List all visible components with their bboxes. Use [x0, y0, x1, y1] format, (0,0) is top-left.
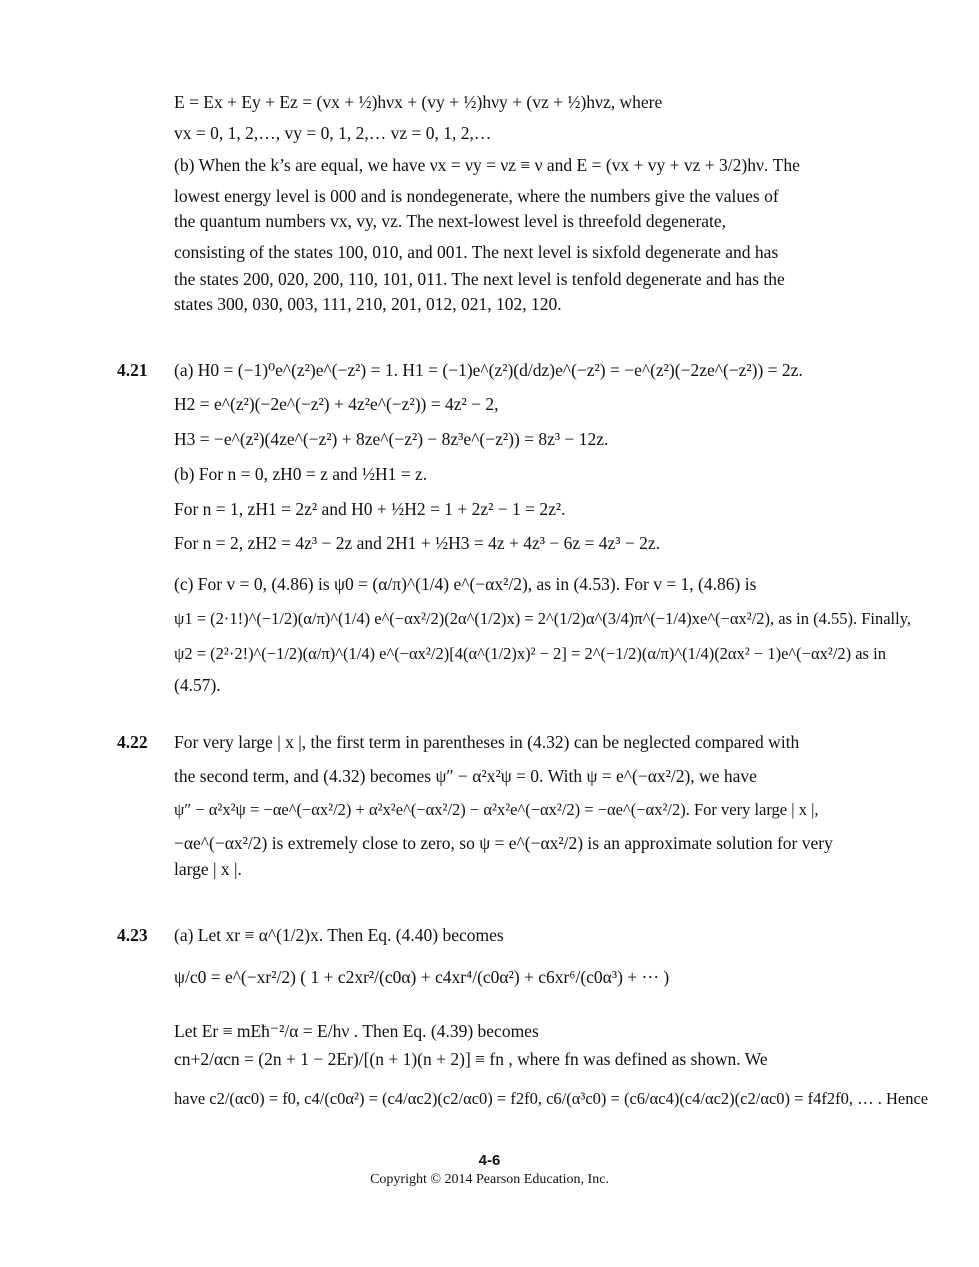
page-number: 4-6	[478, 1152, 501, 1169]
text-line: ψ1 = (2·1!)^(−1/2)(α/π)^(1/4) e^(−αx²/2)(2α^(1/2)x) = 2^(1/2)α^(3/4)π^(−1/4)xe^(−αx²/2), as in (4.55). Finally,	[174, 609, 912, 628]
text-line: (a) Let xr ≡ α^(1/2)x. Then Eq. (4.40) becomes	[174, 925, 504, 945]
text-line: have c2/(αc0) = f0, c4/(c0α²) = (c4/αc2)(c2/αc0) = f2f0, c6/(α³c0) = (c6/αc4)(c4/αc2)(c2/αc0) = f4f2f0, … . Hence	[174, 1089, 929, 1108]
text-line: E = Ex + Ey + Ez = (vx + ½)hνx + (vy + ½)hνy + (vz + ½)hνz, where	[174, 92, 663, 112]
text-line: (4.57).	[174, 675, 221, 695]
text-line: (c) For v = 0, (4.86) is ψ0 = (α/π)^(1/4) e^(−αx²/2), as in (4.53). For v = 1, (4.86) is	[174, 574, 757, 594]
text-line: H2 = e^(z²)(−2e^(−z²) + 4z²e^(−z²)) = 4z² − 2,	[174, 394, 499, 414]
text-line: cn+2/αcn = (2n + 1 − 2Er)/[(n + 1)(n + 2)] ≡ fn , where fn was defined as shown. We	[174, 1049, 768, 1069]
text-line: (b) When the k’s are equal, we have νx = νy = νz ≡ ν and E = (vx + vy + vz + 3/2)hν. The	[174, 155, 800, 175]
problem-number: 4.22	[117, 732, 148, 752]
text-line: Let Er ≡ mEħ⁻²/α = E/hν . Then Eq. (4.39) becomes	[174, 1021, 539, 1041]
text-line: ψ2 = (2²·2!)^(−1/2)(α/π)^(1/4) e^(−αx²/2)[4(α^(1/2)x)² − 2] = 2^(−1/2)(α/π)^(1/4)(2αx² − 1)e^(−αx²/2) as in	[174, 644, 886, 663]
text-line: the second term, and (4.32) becomes ψ″ − α²x²ψ = 0. With ψ = e^(−αx²/2), we have	[174, 766, 757, 786]
text-line: lowest energy level is 000 and is nondegenerate, where the numbers give the values of	[174, 186, 779, 206]
text-line: H3 = −e^(z²)(4ze^(−z²) + 8ze^(−z²) − 8z³e^(−z²)) = 8z³ − 12z.	[174, 429, 609, 449]
text-line: the states 200, 020, 200, 110, 101, 011. The next level is tenfold degenerate and has the	[174, 269, 785, 289]
problem-number: 4.23	[117, 925, 148, 945]
text-line: For very large | x |, the first term in parentheses in (4.32) can be neglected compared with	[174, 732, 800, 752]
text-line: the quantum numbers vx, vy, vz. The next-lowest level is threefold degenerate,	[174, 211, 727, 231]
text-line: ψ″ − α²x²ψ = −αe^(−αx²/2) + α²x²e^(−αx²/2) − α²x²e^(−αx²/2) = −αe^(−αx²/2). For very large | x |,	[174, 800, 819, 819]
text-line: −αe^(−αx²/2) is extremely close to zero, so ψ = e^(−αx²/2) is an approximate solution for very	[174, 833, 833, 853]
text-line: vx = 0, 1, 2,…, vy = 0, 1, 2,… vz = 0, 1, 2,…	[174, 123, 492, 143]
text-line: For n = 1, zH1 = 2z² and H0 + ½H2 = 1 + 2z² − 1 = 2z².	[174, 499, 566, 519]
equation: ψ/c0 = e^(−xr²/2) ( 1 + c2xr²/(c0α) + c4xr⁴/(c0α²) + c6xr⁶/(c0α³) + ··· )	[174, 967, 670, 987]
text-line: large | x |.	[174, 859, 242, 879]
problem-number: 4.21	[117, 360, 148, 380]
text-line: states 300, 030, 003, 111, 210, 201, 012, 021, 102, 120.	[174, 294, 562, 314]
text-line: (a) H0 = (−1)⁰e^(z²)e^(−z²) = 1. H1 = (−1)e^(z²)(d/dz)e^(−z²) = −e^(z²)(−2ze^(−z²)) = 2z.	[174, 360, 803, 380]
text-line: For n = 2, zH2 = 4z³ − 2z and 2H1 + ½H3 = 4z + 4z³ − 6z = 4z³ − 2z.	[174, 533, 661, 553]
text-line: (b) For n = 0, zH0 = z and ½H1 = z.	[174, 464, 428, 484]
text-line: consisting of the states 100, 010, and 001. The next level is sixfold degenerate and has	[174, 242, 779, 262]
copyright-notice: Copyright © 2014 Pearson Education, Inc.	[370, 1172, 609, 1187]
